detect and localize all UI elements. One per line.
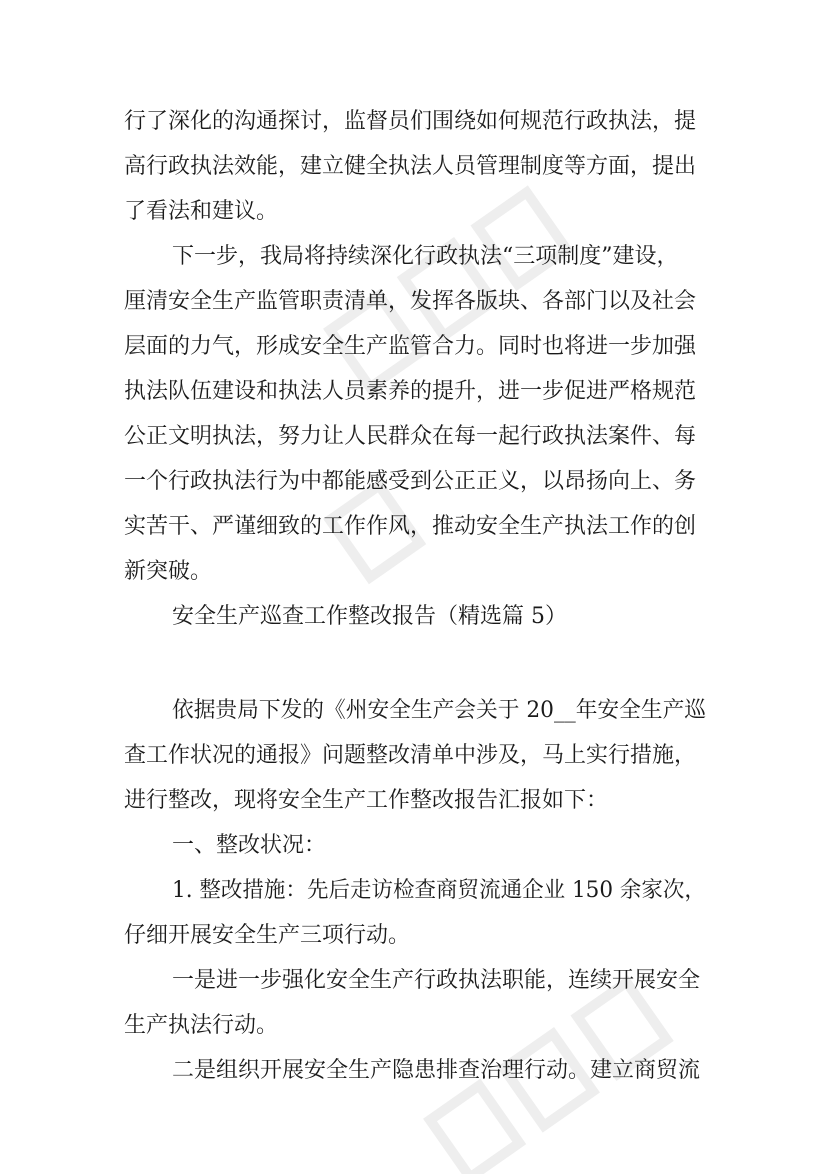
text-line: 新突破。 [124,559,213,584]
text-line: 行了深化的沟通探讨，监督员们围绕如何规范行政执法，提 [124,109,697,134]
text-line: 查工作状况的通报》问题整改清单中涉及，马上实行措施， [124,743,697,768]
text-line: 仔细开展安全生产三项行动。 [124,923,411,948]
text-line: 执法队伍建设和执法人员素养的提升，进一步促进严格规范 [124,379,697,404]
text-line: 层面的力气，形成安全生产监管合力。同时也将进一步加强 [124,334,697,359]
text-line: 公正文明执法，努力让人民群众在每一起行政执法案件、每 [124,424,697,449]
text-line: 二是组织开展安全生产隐患排查治理行动。建立商贸流 [172,1058,701,1083]
text-line: 了看法和建议。 [124,199,279,224]
text-line: 一是进一步强化安全生产行政执法职能，连续开展安全 [172,968,701,993]
text-line: 实苦干、严谨细致的工作作风，推动安全生产执法工作的创 [124,514,697,539]
text-line: 厘清安全生产监管职责清单，发挥各版块、各部门以及社会 [124,289,697,314]
text-line: 高行政执法效能，建立健全执法人员管理制度等方面，提出 [124,154,697,179]
text-line: 一、整改状况： [172,833,327,858]
text-line: 依据贵局下发的《州安全生产会关于 20__年安全生产巡 [172,698,707,723]
text-line: 一个行政执法行为中都能感受到公正正义，以昂扬向上、务 [124,469,697,494]
heading-text: 安全生产巡查工作整改报告（精选篇 5） [172,604,567,629]
text-line: 1. 整改措施：先后走访检查商贸流通企业 150 余家次， [172,878,706,903]
text-line: 生产执法行动。 [124,1013,279,1038]
text-line: 进行整改，现将安全生产工作整改报告汇报如下： [124,788,609,813]
text-line: 下一步，我局将持续深化行政执法“三项制度”建设， [172,244,679,269]
